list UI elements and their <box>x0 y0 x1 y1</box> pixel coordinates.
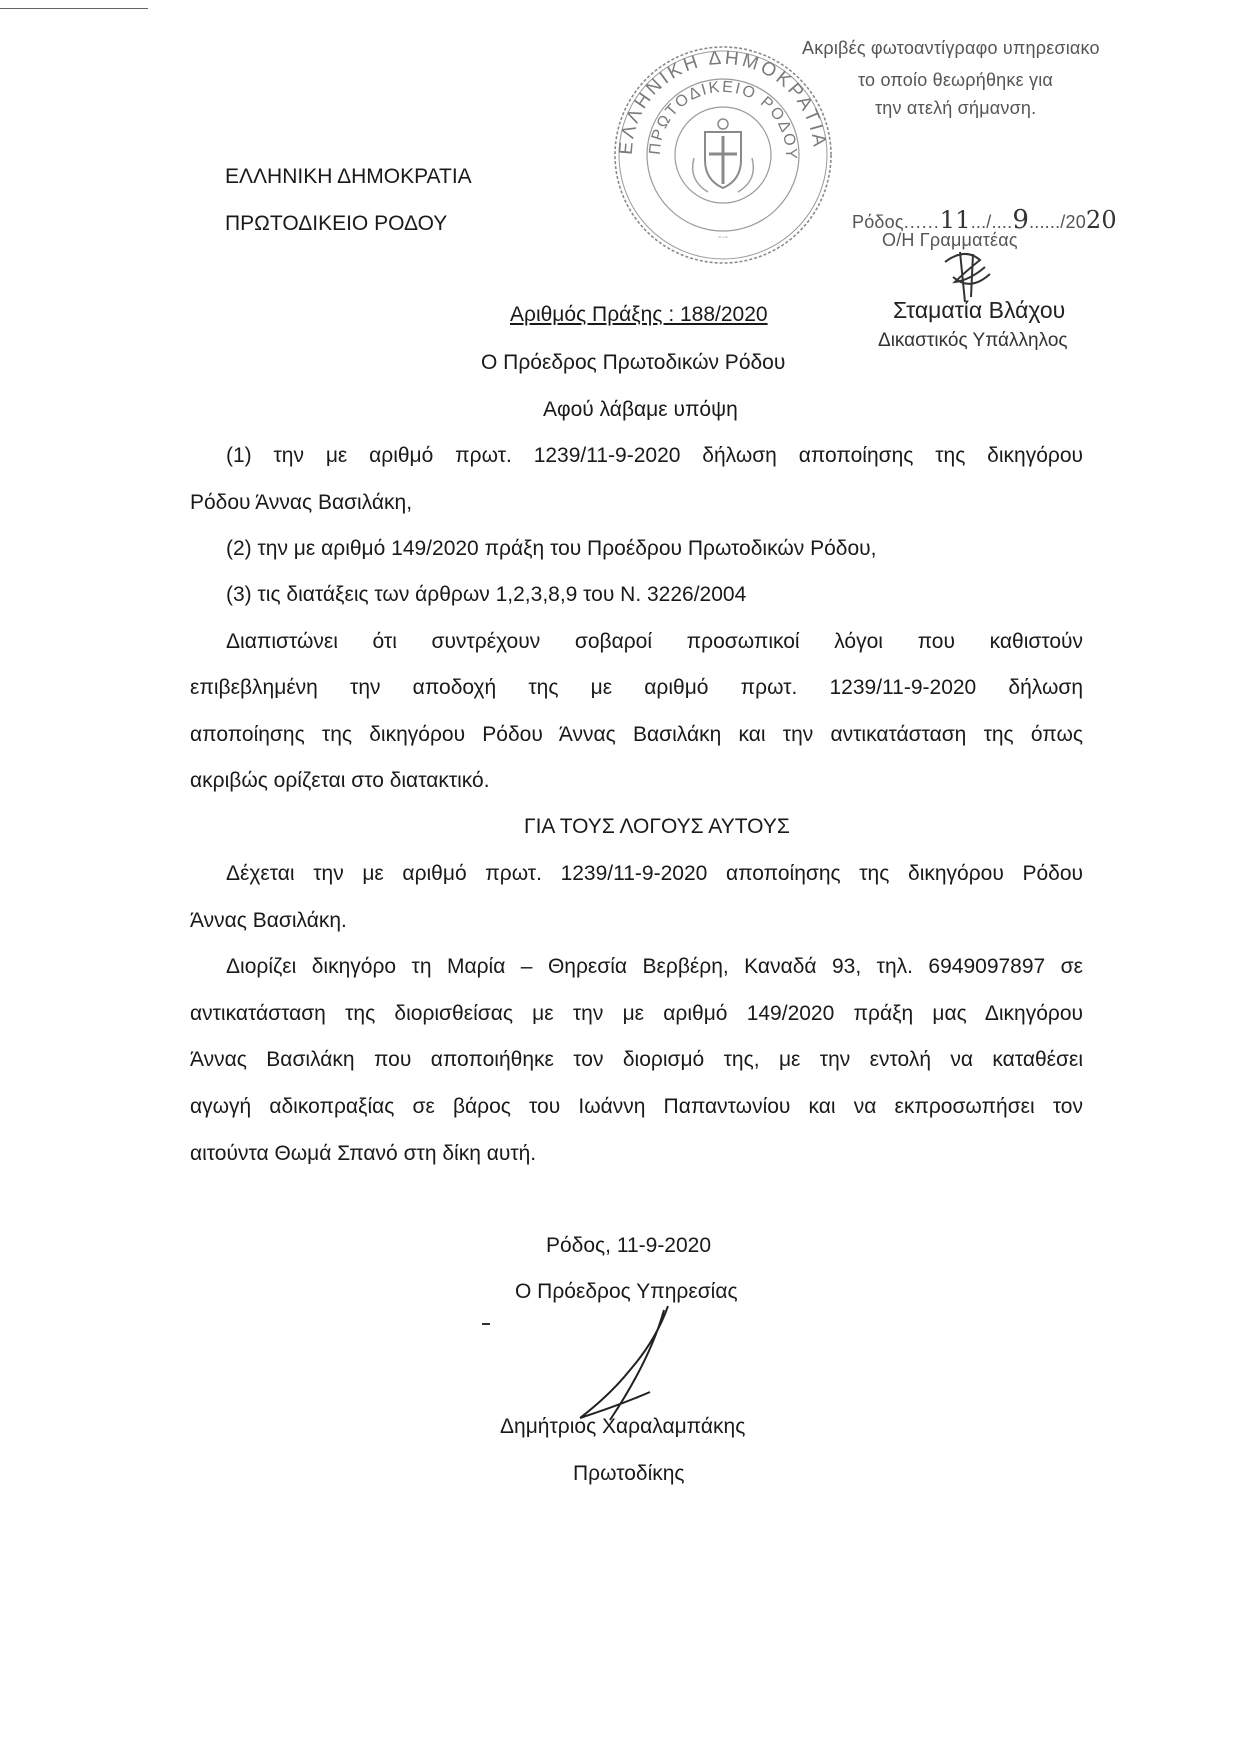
certification-date-year-handwritten: 20 <box>1085 206 1117 234</box>
header-country: ΕΛΛΗΝΙΚΗ ΔΗΜΟΚΡΑΤΙΑ <box>225 165 472 188</box>
item-2: (2) την με αριθμό 149/2020 πράξη του Προέδρου Πρωτοδικών Ρόδου, <box>226 537 877 560</box>
appoints-line-2: αντικατάσταση της διορισθείσας με την με αριθμό 149/2020 πράξη μας Δικηγόρου <box>190 1002 1083 1025</box>
appoints-line-5: αιτούντα Θωμά Σπανό στη δίκη αυτή. <box>190 1142 537 1165</box>
certification-date-month: 9 <box>1012 205 1030 235</box>
coat-of-arms-icon <box>693 119 754 192</box>
item-1-line-2: Ρόδου Άννας Βασιλάκη, <box>190 491 413 514</box>
signature-title: Πρωτοδίκης <box>573 1462 685 1485</box>
seal-outer-text: ΕΛΛΗΝΙΚΗ ΔΗΜΟΚΡΑΤΙΑ <box>615 47 831 156</box>
appoints-line-1: Διορίζει δικηγόρο τη Μαρία – Θηρεσία Βερβέρη, Καναδά 93, τηλ. 6949097897 σε <box>226 955 1083 978</box>
header-court: ΠΡΩΤΟΔΙΚΕΙΟ ΡΟΔΟΥ <box>225 212 448 235</box>
signature-name: Δημήτριος Χαραλαμπάκης <box>500 1415 746 1438</box>
certification-line-2: το οποίο θεωρήθηκε για <box>858 70 1053 90</box>
certification-name: Σταματία Βλάχου <box>893 297 1066 323</box>
finding-line-3: αποποίησης της δικηγόρου Ρόδου Άννας Βασιλάκη και την αντικατάσταση της όπως <box>190 723 1083 746</box>
certification-line-1: Ακριβές φωτοαντίγραφο υπηρεσιακο <box>802 38 1100 58</box>
item-3: (3) τις διατάξεις των άρθρων 1,2,3,8,9 του Ν. 3226/2004 <box>226 583 747 606</box>
scan-edge-line <box>0 8 148 9</box>
item-1-line-1: (1) την με αριθμό πρωτ. 1239/11-9-2020 δήλωση αποποίησης της δικηγόρου <box>226 444 1083 467</box>
svg-text:-·-: -·- <box>718 232 728 243</box>
certification-date-prefix: Ρόδος <box>852 212 904 232</box>
certification-date: Ρόδος......11.../....9....../2020 <box>852 205 1117 235</box>
reasons-heading: ΓΙΑ ΤΟΥΣ ΛΟΓΟΥΣ ΑΥΤΟΥΣ <box>524 815 790 838</box>
seal-inner-text: ΠΡΩΤΟΔΙΚΕΙΟ ΡΟΔΟΥ <box>646 78 800 161</box>
ink-mark <box>482 1323 490 1325</box>
act-president: Ο Πρόεδρος Πρωτοδικών Ρόδου <box>481 351 786 374</box>
act-number: Αριθμός Πράξης : 188/2020 <box>510 303 768 326</box>
certification-date-day: 11 <box>939 206 971 234</box>
act-considering: Αφού λάβαμε υπόψη <box>543 398 738 421</box>
accepts-line-1: Δέχεται την με αριθμό πρωτ. 1239/11-9-2020 αποποίησης της δικηγόρου Ρόδου <box>226 862 1083 885</box>
signature-role: Ο Πρόεδρος Υπηρεσίας <box>515 1280 738 1303</box>
certification-role: Ο/Η Γραμματέας <box>882 230 1018 250</box>
finding-line-2: επιβεβλημένη την αποδοχή της με αριθμό πρωτ. 1239/11-9-2020 δήλωση <box>190 676 1083 699</box>
accepts-line-2: Άννας Βασιλάκη. <box>190 909 347 932</box>
court-seal-stamp <box>608 40 838 270</box>
signature-place-date: Ρόδος, 11-9-2020 <box>546 1234 712 1257</box>
finding-line-1: Διαπιστώνει ότι συντρέχουν σοβαροί προσωπικοί λόγοι που καθιστούν <box>226 630 1083 653</box>
certification-date-year-printed: /20 <box>1060 212 1086 232</box>
certification-title: Δικαστικός Υπάλληλος <box>878 330 1068 351</box>
appoints-line-3: Άννας Βασιλάκη που αποποιήθηκε τον διορισμό της, με την εντολή να καταθέσει <box>190 1048 1083 1071</box>
finding-line-4: ακριβώς ορίζεται στο διατακτικό. <box>190 769 490 792</box>
certification-line-3: την ατελή σήμανση. <box>875 98 1037 118</box>
appoints-line-4: αγωγή αδικοπραξίας σε βάρος του Ιωάννη Παπαντωνίου και να εκπροσωπήσει τον <box>190 1095 1083 1118</box>
